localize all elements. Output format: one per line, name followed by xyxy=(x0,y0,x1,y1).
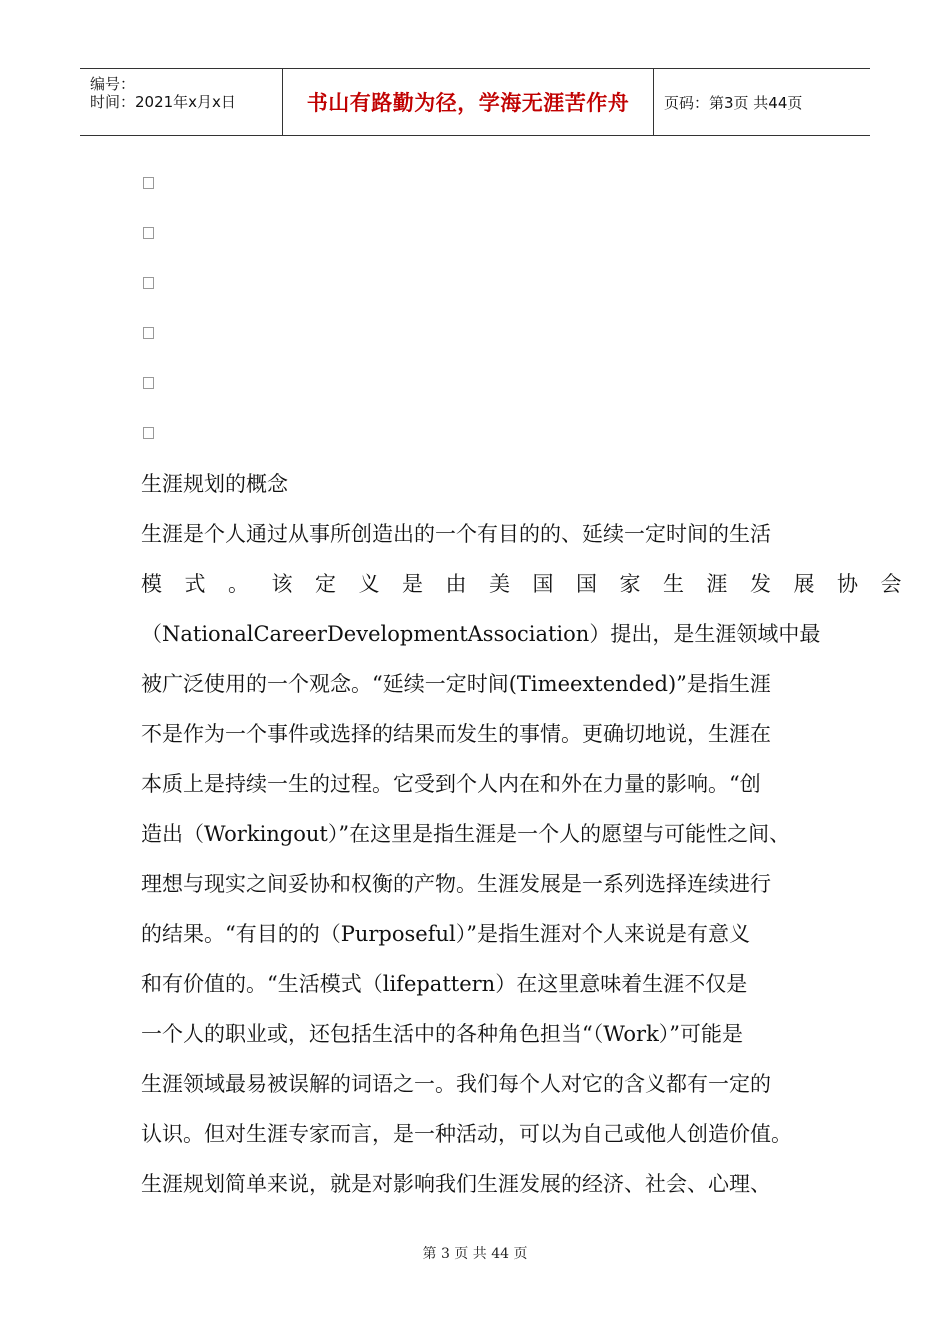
paragraph-line: （NationalCareerDevelopmentAssociation）提出，是生涯领域中最 xyxy=(141,622,821,646)
page-header xyxy=(80,68,870,136)
section-heading: 生涯规划的概念 xyxy=(141,472,288,496)
paragraph-line: 生涯领域最易被误解的词语之一。我们每个人对它的含义都有一定的 xyxy=(141,1072,771,1096)
paragraph-line: 的结果。“有目的的（Purposeful）”是指生涯对个人来说是有意义 xyxy=(141,922,750,946)
paragraph-line: 被广泛使用的一个观念。“延续一定时间(Timeextended)”是指生涯 xyxy=(141,672,771,696)
paragraph-line: 模式。该定义是由美国国家生涯发展协会 xyxy=(141,572,924,596)
paragraph-line: 本质上是持续一生的过程。它受到个人内在和外在力量的影响。“创 xyxy=(141,772,761,796)
header-motto-cell xyxy=(282,69,654,135)
paragraph-line: 一个人的职业或，还包括生活中的各种角色担当“（Work）”可能是 xyxy=(141,1022,744,1046)
paragraph-line: 认识。但对生涯专家而言，是一种活动，可以为自己或他人创造价值。 xyxy=(141,1122,792,1146)
paragraph-line: 理想与现实之间妥协和权衡的产物。生涯发展是一系列选择连续进行 xyxy=(141,872,771,896)
document-number-label: 编号： xyxy=(90,75,136,93)
header-left-cell xyxy=(80,69,282,135)
empty-box-icon xyxy=(143,327,154,339)
header-motto: 书山有路勤为径，学海无涯苦作舟 xyxy=(306,91,630,115)
checkbox-list xyxy=(143,177,154,477)
article-body xyxy=(141,466,924,1216)
empty-box-icon xyxy=(143,277,154,289)
empty-box-icon xyxy=(143,177,154,189)
paragraph-line: 生涯是个人通过从事所创造出的一个有目的的、延续一定时间的生活 xyxy=(141,522,771,546)
paragraph-line: 生涯规划简单来说，就是对影响我们生涯发展的经济、社会、心理、 xyxy=(141,1172,771,1196)
empty-box-icon xyxy=(143,427,154,439)
empty-box-icon xyxy=(143,227,154,239)
paragraph-line: 造出（Workingout）”在这里是指生涯是一个人的愿望与可能性之间、 xyxy=(141,822,791,846)
empty-box-icon xyxy=(143,377,154,389)
page-footer: 第 3 页 共 44 页 xyxy=(422,1246,528,1262)
paragraph-line: 和有价值的。“生活模式（lifepattern）在这里意味着生涯不仅是 xyxy=(141,972,748,996)
paragraph-line: 不是作为一个事件或选择的结果而发生的事情。更确切地说，生涯在 xyxy=(141,722,771,746)
document-date-label: 时间：2021年x月x日 xyxy=(90,93,236,111)
header-page-info: 页码：第3页 共44页 xyxy=(664,93,803,112)
header-right-cell xyxy=(654,69,870,135)
